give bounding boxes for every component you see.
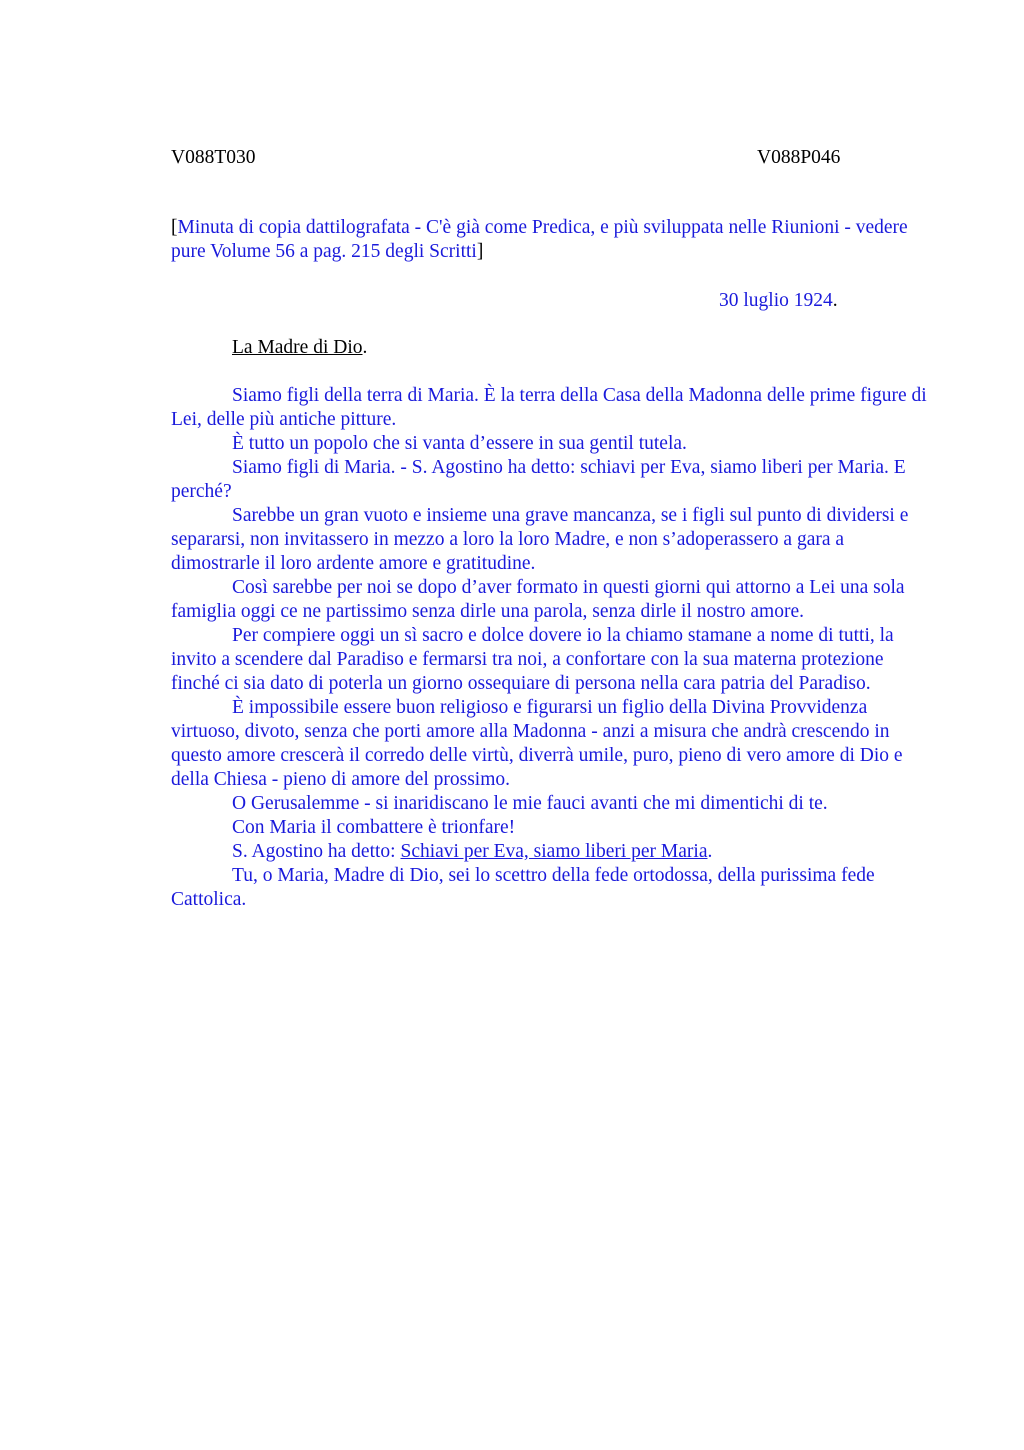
augustine-prefix: S. Agostino ha detto:: [232, 841, 401, 862]
document-code-right: V088P046: [757, 147, 841, 168]
augustine-paragraph: [171, 840, 931, 864]
note-open-bracket: [: [171, 217, 178, 238]
header-row: [171, 146, 931, 170]
paragraph: Siamo figli della terra di Maria. È la terra della Casa della Madonna delle prime figure di Lei, delle più antiche pitture.: [171, 385, 927, 430]
document-code-left: V088T030: [171, 147, 256, 168]
editorial-note: [171, 216, 931, 264]
paragraph: Così sarebbe per noi se dopo d’aver formato in questi giorni qui attorno a Lei una sola famiglia oggi ce ne partissimo senza dirle una parola, senza dirle il nostro amore.: [171, 577, 905, 622]
paragraph: Sarebbe un gran vuoto e insieme una grave mancanza, se i figli sul punto di dividersi e separarsi, non invitassero in mezzo a loro la loro Madre, e non s’adoperassero a gara a dimostrarle il loro ardente amore e gratitudine.: [171, 505, 909, 574]
document-page: [171, 146, 931, 910]
document-date: [719, 289, 838, 313]
date-text: 30 luglio 1924: [719, 290, 833, 311]
paragraph: È tutto un popolo che si vanta d’essere in sua gentil tutela.: [232, 433, 687, 454]
date-punct: .: [832, 290, 838, 311]
paragraph: Siamo figli di Maria. - S. Agostino ha detto: schiavi per Eva, siamo liberi per Maria. E perché?: [171, 457, 906, 502]
document-title: [232, 336, 367, 360]
title-text: La Madre di Dio: [232, 337, 363, 358]
paragraph: Con Maria il combattere è trionfare!: [232, 817, 516, 838]
paragraph: O Gerusalemme - si inaridiscano le mie fauci avanti che mi dimentichi di te.: [232, 793, 828, 814]
augustine-punct: .: [707, 841, 713, 862]
paragraph: È impossibile essere buon religioso e figurarsi un figlio della Divina Provvidenza virtuoso, divoto, senza che porti amore alla Madonna - anzi a misura che andrà crescendo in questo amore crescerà il corredo delle virtù, diverrà umile, puro, pieno di vero amore di Dio e della Chiesa - pieno di amore del prossimo.: [171, 697, 903, 790]
note-text: Minuta di copia dattilografata - C'è già come Predica, e più sviluppata nelle Riunioni - vedere pure Volume 56 a pag. 215 degli Scritti: [171, 217, 908, 262]
augustine-quote: Schiavi per Eva, siamo liberi per Maria: [400, 841, 708, 862]
title-punct: .: [362, 337, 368, 358]
paragraph: Per compiere oggi un sì sacro e dolce dovere io la chiamo stamane a nome di tutti, la invito a scendere dal Paradiso e fermarsi tra noi, a confortare con la sua materna protezione finché ci sia dato di poterla un giorno ossequiare di persona nella cara patria del Paradiso.: [171, 625, 894, 694]
closing-paragraph: Tu, o Maria, Madre di Dio, sei lo scettro della fede ortodossa, della purissima fede Cattolica.: [171, 865, 875, 910]
note-close-bracket: ]: [476, 241, 484, 262]
document-body: [171, 384, 931, 912]
